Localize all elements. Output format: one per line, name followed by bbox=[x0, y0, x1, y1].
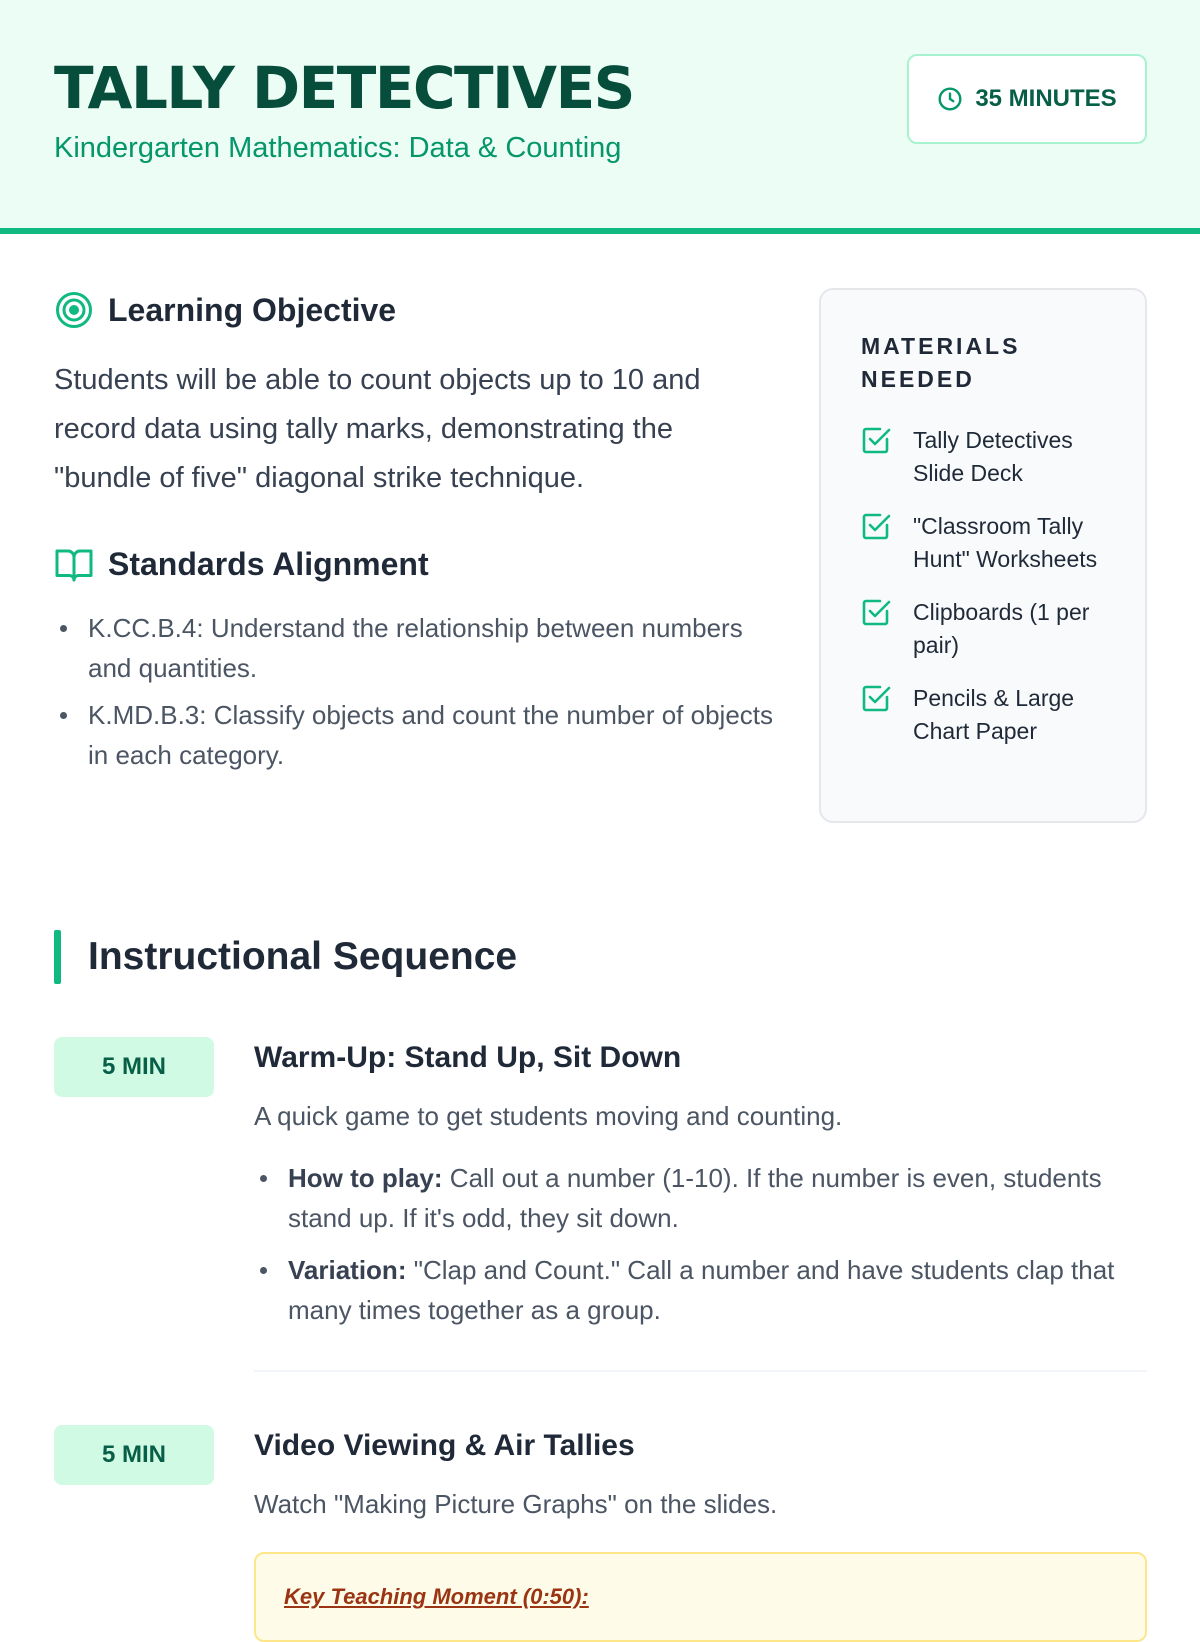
duration-badge bbox=[907, 54, 1147, 144]
checkbox-icon bbox=[861, 598, 891, 628]
sequence-accent-bar bbox=[54, 930, 61, 984]
key-teaching-callout bbox=[254, 1552, 1147, 1642]
step-bullet-list bbox=[254, 1158, 1134, 1342]
lesson-header bbox=[0, 0, 1200, 234]
standards-heading-label: Standards Alignment bbox=[108, 545, 429, 582]
materials-item-label: Pencils & Large Chart Paper bbox=[913, 685, 1075, 744]
materials-item-label: Clipboards (1 per pair) bbox=[913, 599, 1090, 658]
step-description: A quick game to get students moving and counting. bbox=[254, 1101, 843, 1131]
checkbox-icon bbox=[861, 426, 891, 456]
materials-item bbox=[861, 596, 1121, 662]
standard-item: K.CC.B.4: Understand the relationship between numbers and quantities. bbox=[54, 608, 774, 688]
callout-label: Key Teaching Moment (0:50): bbox=[284, 1584, 589, 1609]
standard-item: K.MD.B.3: Classify objects and count the number of objects in each category. bbox=[54, 695, 774, 775]
step-time-badge: 5 MIN bbox=[54, 1425, 214, 1485]
step-bullet-label: How to play: bbox=[288, 1163, 443, 1193]
duration-label: 35 MINUTES bbox=[975, 85, 1117, 112]
checkbox-icon bbox=[861, 684, 891, 714]
page-subtitle: Kindergarten Mathematics: Data & Counting bbox=[54, 132, 622, 164]
step-bullet-label: Variation: bbox=[288, 1255, 407, 1285]
target-icon bbox=[54, 290, 94, 330]
step-bullet-text: Call out a number (1-10). If the number is even, students stand up. If it's odd, they sit down. bbox=[288, 1163, 1102, 1233]
materials-item-label: "Classroom Tally Hunt" Worksheets bbox=[913, 513, 1098, 572]
sequence-heading bbox=[54, 930, 517, 984]
step-divider bbox=[254, 1370, 1147, 1372]
checkbox-icon bbox=[861, 512, 891, 542]
step-bullet bbox=[254, 1250, 1134, 1330]
step-description: Watch "Making Picture Graphs" on the slides. bbox=[254, 1489, 778, 1519]
standards-list bbox=[54, 608, 774, 782]
step-title: Video Viewing & Air Tallies bbox=[254, 1429, 635, 1462]
materials-heading: MATERIALS NEEDED bbox=[861, 333, 1021, 392]
standards-heading bbox=[54, 544, 429, 584]
objective-heading-label: Learning Objective bbox=[108, 291, 397, 328]
sequence-heading-label: Instructional Sequence bbox=[88, 935, 518, 978]
materials-item bbox=[861, 682, 1121, 748]
materials-item-label: Tally Detectives Slide Deck bbox=[913, 427, 1073, 486]
page-title: TALLY DETECTIVES bbox=[54, 54, 634, 122]
objective-text: Students will be able to count objects up to 10 and record data using tally marks, demonstrating the "bundle of five" diagonal strike technique. bbox=[54, 364, 701, 494]
step-title: Warm-Up: Stand Up, Sit Down bbox=[254, 1041, 682, 1074]
materials-card bbox=[819, 288, 1147, 823]
materials-item bbox=[861, 424, 1121, 490]
clock-icon bbox=[937, 86, 963, 112]
step-bullet bbox=[254, 1158, 1134, 1238]
materials-list bbox=[861, 424, 1121, 768]
step-time-badge: 5 MIN bbox=[54, 1037, 214, 1097]
objective-heading bbox=[54, 290, 396, 330]
book-icon bbox=[54, 544, 94, 584]
materials-item bbox=[861, 510, 1121, 576]
step-bullet-text: "Clap and Count." Call a number and have students clap that many times together as a group. bbox=[288, 1255, 1115, 1325]
